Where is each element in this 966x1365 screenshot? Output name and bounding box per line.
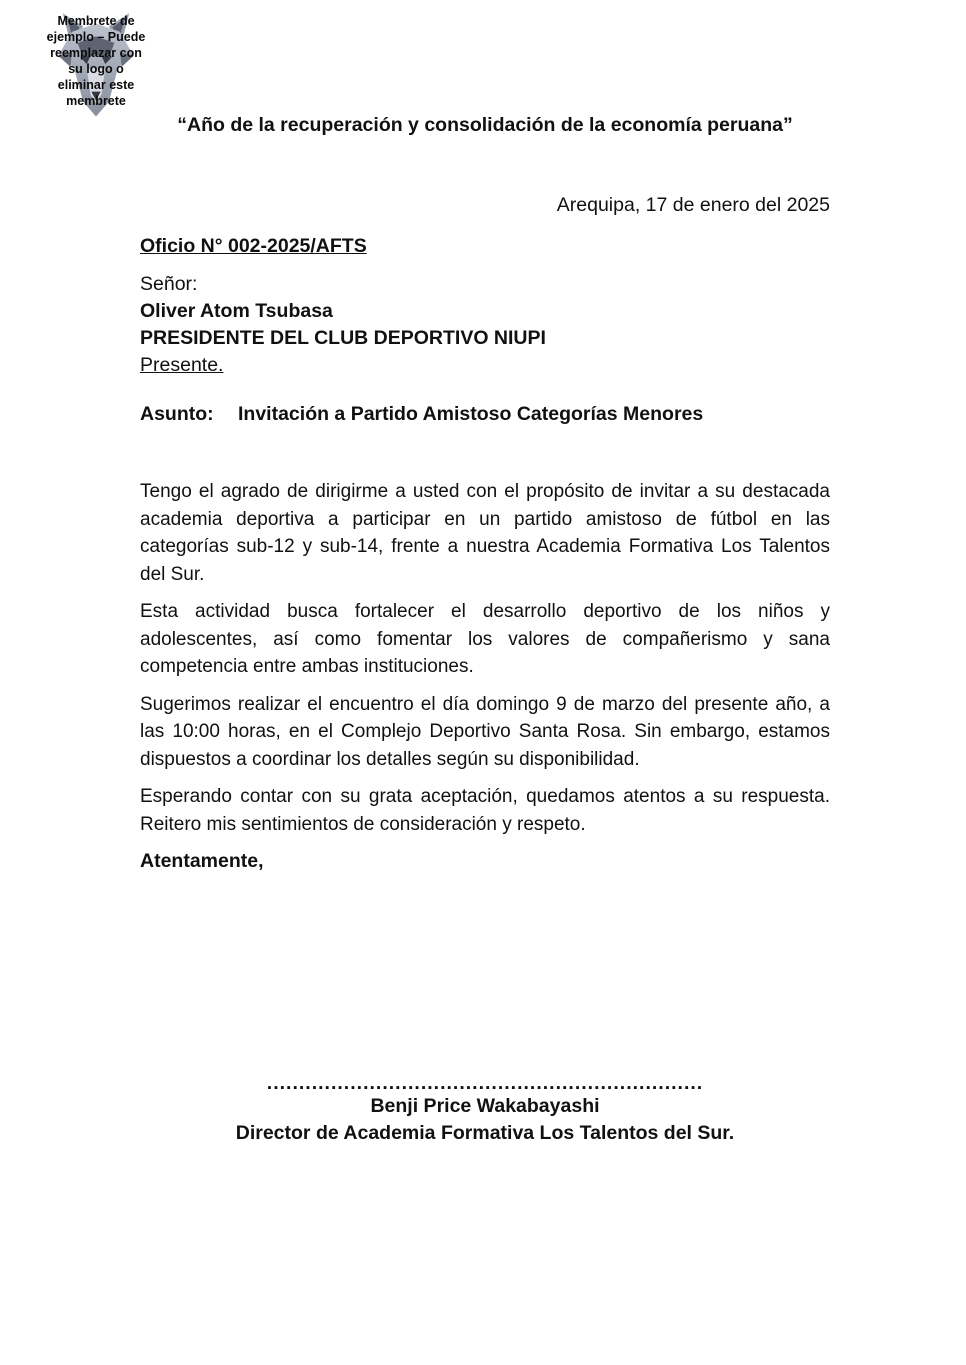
signature-dotted-line: .................................................................... [266,1072,704,1094]
letterhead [38,4,154,109]
letterhead-line: Membrete de [57,14,135,28]
body-paragraph: Tengo el agrado de dirigirme a usted con el propósito de invitar a su destacada academia deportiva a participar en un partido amistoso de fútbol en las categorías sub-12 y sub-14, frente a nuestra Academia Formativa Los Talentos del Sur. [140,481,830,585]
subject-row [140,401,830,428]
letterhead-line: ejemplo – Puede [46,30,146,44]
salutation: Señor: [140,273,198,295]
body-paragraph: Esta actividad busca fortalecer el desarrollo deportivo de los niños y adolescentes, así como fomentar los valores de compañerismo y sana competencia entre ambas instituciones. [140,601,830,677]
presente-line [140,352,830,379]
signature-block [140,1073,830,1147]
addressee-title: PRESIDENTE DEL CLUB DEPORTIVO NIUPI [140,327,546,349]
body-paragraph: Sugerimos realizar el encuentro el día domingo 9 de marzo del presente año, a las 10:00 horas, en el Complejo Deportivo Santa Rosa. Sin embargo, estamos dispuestos a coordinar los detalles según su disponibilidad. [140,693,830,770]
date-line: Arequipa, 17 de enero del 2025 [556,194,830,216]
body-paragraph: Esperando contar con su grata aceptación, quedamos atentos a su respuesta. Reitero mis sentimientos de consideración y respeto. [140,786,830,835]
signature-name: Benji Price Wakabayashi [370,1095,600,1117]
letterhead-placeholder-text [38,4,154,109]
letterhead-line: reemplazar con [50,46,142,60]
oficio-reference-row [140,233,830,260]
letterhead-line: su logo o [68,62,124,76]
signature-role: Director de Academia Formativa Los Talentos del Sur. [235,1122,735,1144]
addressee-name: Oliver Atom Tsubasa [140,300,333,322]
closing: Atentamente, [140,850,264,872]
subject-text: Invitación a Partido Amistoso Categorías Menores [238,403,704,425]
letterhead-line: eliminar este [57,78,135,92]
addressee-block [140,271,830,379]
subject-label: Asunto: [140,403,214,425]
letterhead-line: membrete [66,94,126,108]
presente-text: Presente. [140,354,224,376]
year-quote: “Año de la recuperación y consolidación de la economía peruana” [177,114,793,136]
letter-body [140,478,830,838]
oficio-reference: Oficio N° 002-2025/AFTS [140,235,367,257]
